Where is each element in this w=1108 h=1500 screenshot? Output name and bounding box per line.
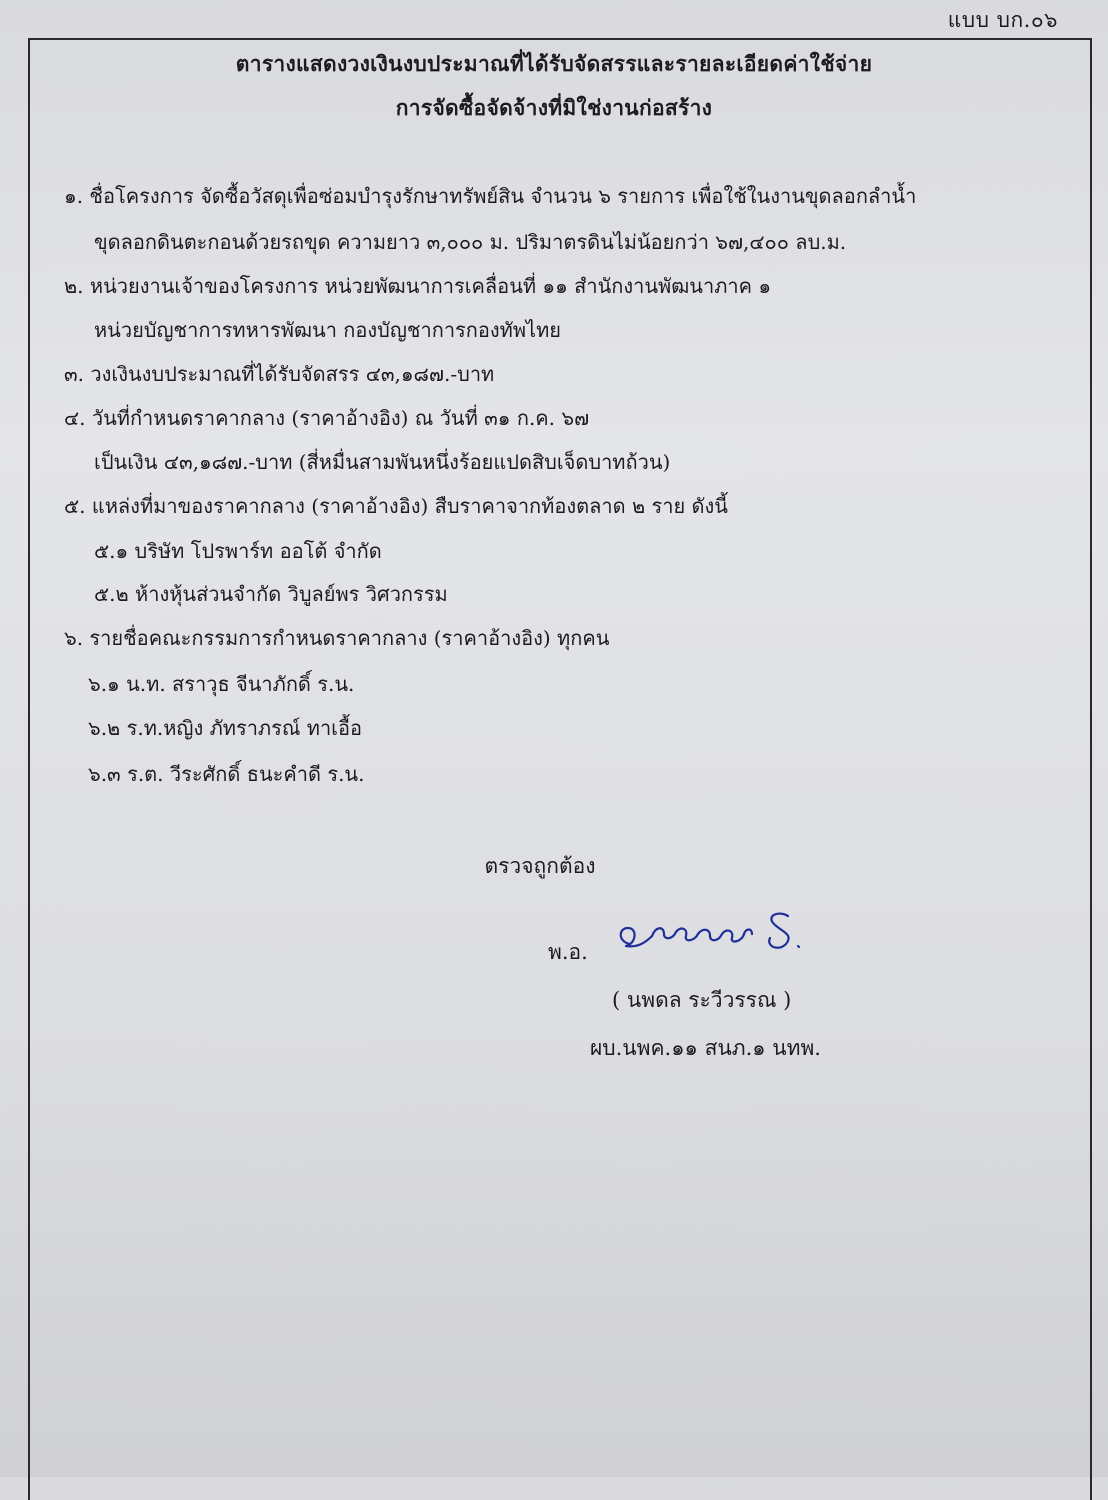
item-6: ๖. รายชื่อคณะกรรมการกำหนดราคากลาง (ราคาอ้างอิง) ทุกคน <box>64 626 610 650</box>
item-3: ๓. วงเงินงบประมาณที่ได้รับจัดสรร ๔๓,๑๘๗.-บาท <box>64 362 495 386</box>
document-title-line2: การจัดซื้อจัดจ้างที่มิใช่งานก่อสร้าง <box>395 95 713 120</box>
signature <box>612 902 812 962</box>
item-5-1: ๕.๑ บริษัท โปรพาร์ท ออโต้ จำกัด <box>94 539 382 563</box>
item-5: ๕. แหล่งที่มาของราคากลาง (ราคาอ้างอิง) สืบราคาจากท้องตลาด ๒ ราย ดังนี้ <box>64 494 728 518</box>
item-1-line2: ขุดลอกดินตะกอนด้วยรถขุด ความยาว ๓,๐๐๐ ม. ปริมาตรดินไม่น้อยกว่า ๖๗,๔๐๐ ลบ.ม. <box>94 230 847 254</box>
item-2-line2: หน่วยบัญชาการทหารพัฒนา กองบัญชาการกองทัพไทย <box>94 318 562 342</box>
form-code: แบบ บก.๐๖ <box>947 8 1058 32</box>
item-6-3: ๖.๓ ร.ต. วีระศักดิ์ ธนะคำดี ร.น. <box>88 762 365 786</box>
item-4-line1: ๔. วันที่กำหนดราคากลาง (ราคาอ้างอิง) ณ วันที่ ๓๑ ก.ค. ๖๗ <box>64 406 590 430</box>
item-6-1: ๖.๑ น.ท. สราวุธ จีนาภักดิ์ ร.น. <box>88 672 355 696</box>
item-5-2: ๕.๒ ห้างหุ้นส่วนจำกัด วิบูลย์พร วิศวกรรม <box>94 582 448 606</box>
document-title-line1: ตารางแสดงวงเงินงบประมาณที่ได้รับจัดสรรและรายละเอียดค่าใช้จ่าย <box>235 51 873 76</box>
item-6-2: ๖.๒ ร.ท.หญิง ภัทราภรณ์ ทาเอื้อ <box>88 716 363 740</box>
item-1-line1: ๑. ชื่อโครงการ จัดซื้อวัสดุเพื่อซ่อมบำรุงรักษาทรัพย์สิน จำนวน ๖ รายการ เพื่อใช้ในงานขุดลอกลำน้ำ <box>64 184 917 208</box>
signer-rank: พ.อ. <box>548 940 588 964</box>
signer-name: ( นพดล ระวีวรรณ ) <box>612 988 792 1012</box>
signer-position: ผบ.นพค.๑๑ สนภ.๑ นทพ. <box>590 1036 821 1060</box>
item-2-line1: ๒. หน่วยงานเจ้าของโครงการ หน่วยพัฒนาการเคลื่อนที่ ๑๑ สำนักงานพัฒนาภาค ๑ <box>64 274 772 298</box>
certify-label: ตรวจถูกต้อง <box>484 854 596 878</box>
item-4-line2: เป็นเงิน ๔๓,๑๘๗.-บาท (สี่หมื่นสามพันหนึ่งร้อยแปดสิบเจ็ดบาทถ้วน) <box>94 450 671 474</box>
